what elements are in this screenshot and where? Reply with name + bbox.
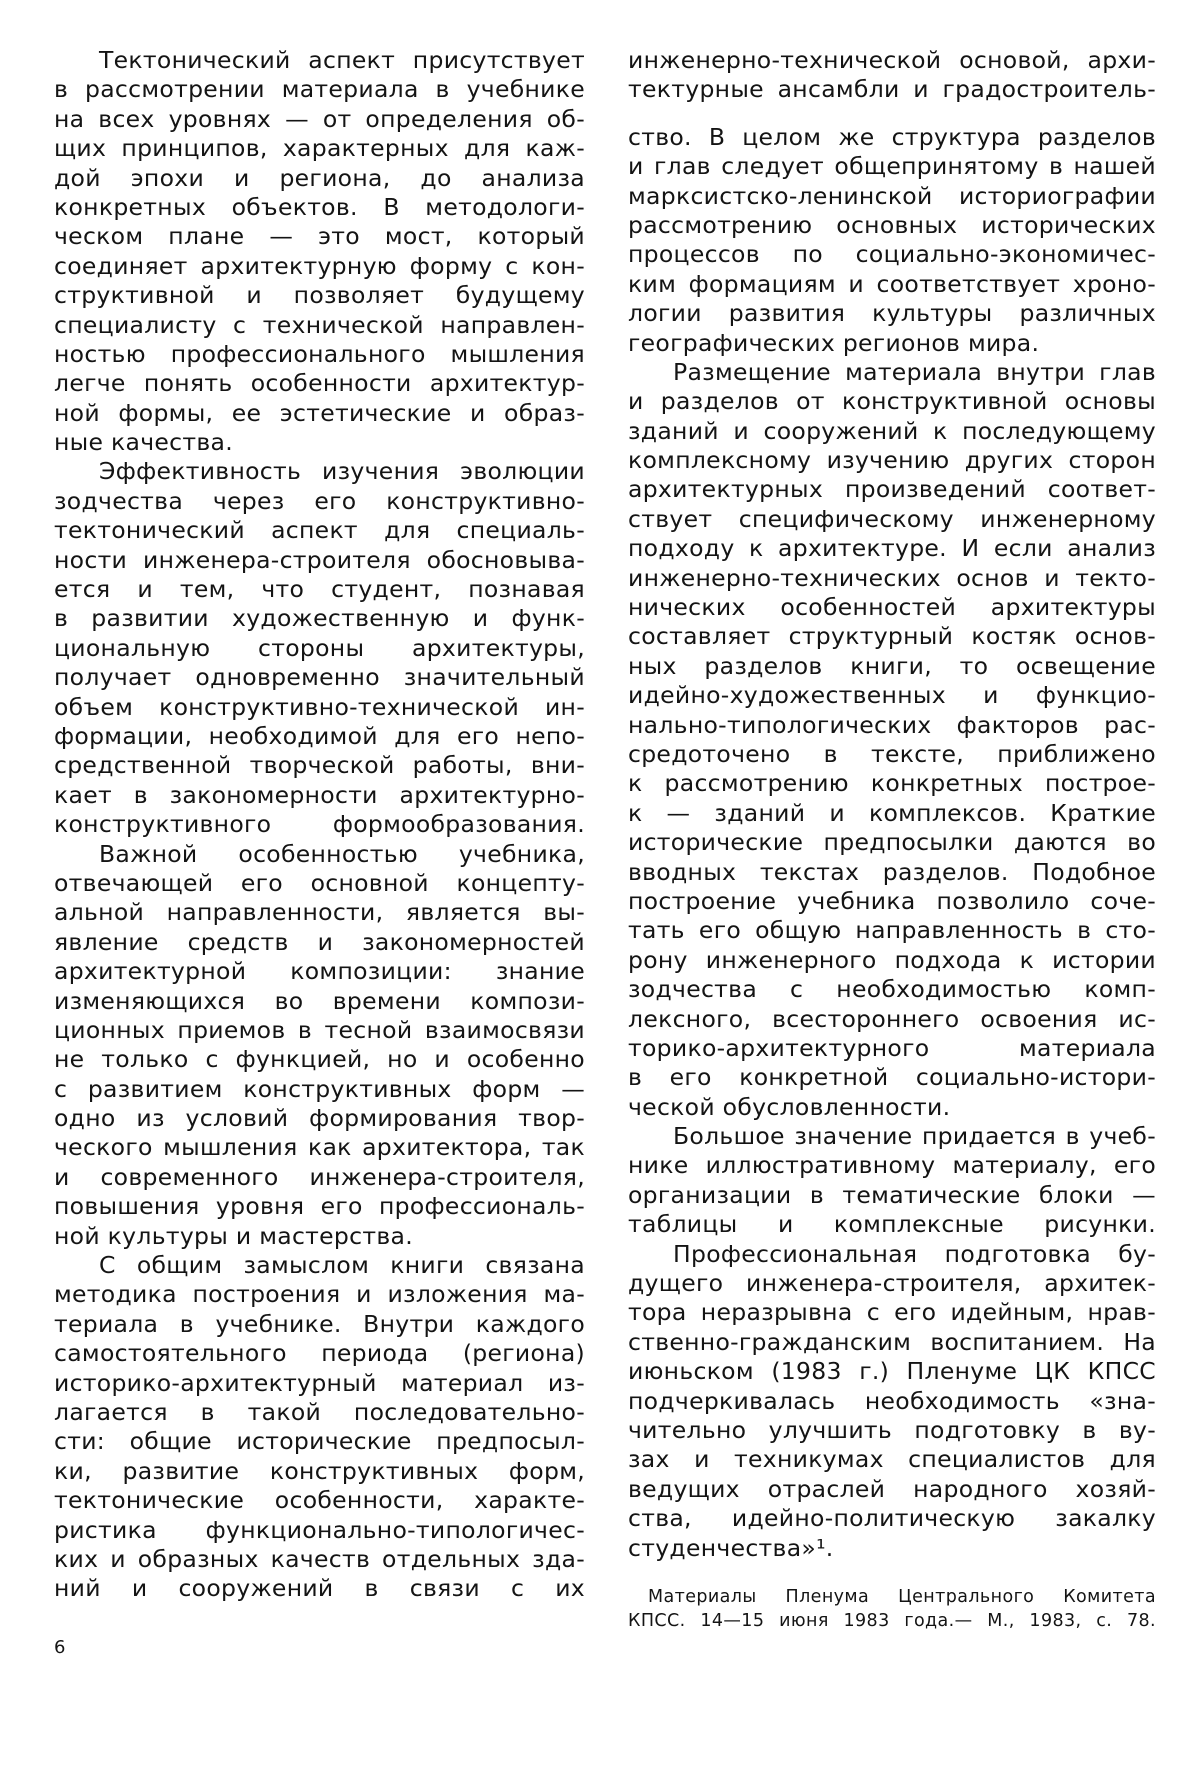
text-line: териала в учебнике. Внутри каждого xyxy=(54,1309,585,1338)
text-line: ким формациям и соответствует хроно- xyxy=(628,269,1156,298)
text-line: ностью профессионального мышления xyxy=(54,339,585,368)
page-number: 6 xyxy=(54,1637,66,1658)
footnote-line: Материалы Пленума Центрального Комитета xyxy=(648,1586,1156,1607)
text-line: ческом плане — это мост, который xyxy=(54,222,585,251)
text-line: инженерно-технических основ и текто- xyxy=(628,563,1156,592)
text-line: к — зданий и комплексов. Краткие xyxy=(628,798,1156,827)
text-line: на всех уровнях — от определения об- xyxy=(54,104,585,133)
right-column xyxy=(628,46,1156,1563)
text-line: нально-типологических факторов рас- xyxy=(628,710,1156,739)
text-line: зданий и сооружений к последующему xyxy=(628,416,1156,445)
text-line: дой эпохи и региона, до анализа xyxy=(54,163,585,192)
text-line: архитектурной композиции: знание xyxy=(54,957,585,986)
text-line: зах и техникумах специалистов для xyxy=(628,1445,1156,1474)
text-line: подходу к архитектуре. И если анализ xyxy=(628,534,1156,563)
text-line: Большое значение придается в учеб- xyxy=(673,1122,1156,1151)
text-line: ется и тем, что студент, познавая xyxy=(54,575,585,604)
text-line: июньском (1983 г.) Пленуме ЦК КПСС xyxy=(628,1357,1156,1386)
text-line: к рассмотрению конкретных построе- xyxy=(628,769,1156,798)
text-line: методика построения и изложения ма- xyxy=(54,1280,585,1309)
text-line: ких и образных качеств отдельных зда- xyxy=(54,1544,585,1573)
text-line: студенчества»¹. xyxy=(628,1533,834,1562)
text-line: ний и сооружений в связи с их xyxy=(54,1574,585,1603)
text-line: ные качества. xyxy=(54,428,234,457)
text-line: архитектурных произведений соответ- xyxy=(628,475,1156,504)
text-line: Тектонический аспект присутствует xyxy=(99,46,585,74)
text-line: явление средств и закономерностей xyxy=(54,927,585,956)
text-line: с развитием конструктивных форм — xyxy=(54,1074,585,1103)
footnote xyxy=(628,1585,1156,1633)
text-line: тектурные ансамбли и градостроитель- xyxy=(628,75,1156,104)
text-line: нических особенностей архитектуры xyxy=(628,593,1156,622)
text-line: С общим замыслом книги связана xyxy=(99,1251,585,1280)
text-line: и глав следует общепринятому в нашей xyxy=(628,152,1156,181)
text-line: инженерно-технической основой, архи- xyxy=(628,46,1156,74)
text-line: рону инженерного подхода к истории xyxy=(628,945,1156,974)
text-line: циональную стороны архитектуры, xyxy=(54,633,585,662)
text-line: организации в тематические блоки — xyxy=(628,1180,1156,1209)
text-line: идейно-художественных и функцио- xyxy=(628,681,1156,710)
text-line: не только с функцией, но и особенно xyxy=(54,1045,585,1074)
text-line: дущего инженера-строителя, архитек- xyxy=(628,1269,1156,1298)
text-line: самостоятельного периода (региона) xyxy=(54,1339,585,1368)
text-line: получает одновременно значительный xyxy=(54,663,585,692)
text-line: ство. В целом же структура разделов xyxy=(628,122,1156,151)
text-line: и разделов от конструктивной основы xyxy=(628,387,1156,416)
text-line: сти: общие исторические предпосыл- xyxy=(54,1427,585,1456)
text-line: изменяющихся во времени компози- xyxy=(54,986,585,1015)
text-line: ческого мышления как архитектора, так xyxy=(54,1133,585,1162)
text-line: ведущих отраслей народного хозяй- xyxy=(628,1474,1156,1503)
text-line: ствует специфическому инженерному xyxy=(628,504,1156,533)
text-line: отвечающей его основной концепту- xyxy=(54,868,585,897)
text-line: одно из условий формирования твор- xyxy=(54,1104,585,1133)
text-line: таблицы и комплексные рисунки. xyxy=(628,1210,1156,1239)
text-line: конструктивного формообразования. xyxy=(54,810,585,839)
text-line: и современного инженера-строителя, xyxy=(54,1162,585,1191)
text-line: в развитии художественную и функ- xyxy=(54,604,585,633)
text-line: логии развития культуры различных xyxy=(628,299,1156,328)
text-line: объем конструктивно-технической ин- xyxy=(54,692,585,721)
text-line: рассмотрению основных исторических xyxy=(628,210,1156,239)
text-line: Эффективность изучения эволюции xyxy=(99,457,585,486)
text-line: в его конкретной социально-истори- xyxy=(628,1063,1156,1092)
text-line: Размещение материала внутри глав xyxy=(673,357,1156,386)
text-line: средственной творческой работы, вни- xyxy=(54,751,585,780)
left-column xyxy=(54,46,585,1604)
text-line: тектонические особенности, характе- xyxy=(54,1486,585,1515)
text-line: тора неразрывна с его идейным, нрав- xyxy=(628,1298,1156,1327)
text-line: процессов по социально-экономичес- xyxy=(628,240,1156,269)
text-line: нике иллюстративному материалу, его xyxy=(628,1151,1156,1180)
text-line: ной формы, ее эстетические и образ- xyxy=(54,398,585,427)
text-line: составляет структурный костяк основ- xyxy=(628,622,1156,651)
text-line: специалисту с технической направлен- xyxy=(54,310,585,339)
text-line: ности инженера-строителя обосновыва- xyxy=(54,545,585,574)
text-line: альной направленности, является вы- xyxy=(54,898,585,927)
text-line: средоточено в тексте, приближено xyxy=(628,739,1156,768)
text-line: комплексному изучению других сторон xyxy=(628,446,1156,475)
line-gap xyxy=(628,105,1156,123)
text-line: в рассмотрении материала в учебнике xyxy=(54,75,585,104)
text-line: ческой обусловленности. xyxy=(628,1092,951,1121)
text-line: тектонический аспект для специаль- xyxy=(54,516,585,545)
text-line: географических регионов мира. xyxy=(628,328,1040,357)
text-line: вводных текстах разделов. Подобное xyxy=(628,857,1156,886)
text-line: лексного, всестороннего освоения ис- xyxy=(628,1004,1156,1033)
text-line: ки, развитие конструктивных форм, xyxy=(54,1456,585,1485)
text-line: зодчества через его конструктивно- xyxy=(54,486,585,515)
text-line: повышения уровня его профессиональ- xyxy=(54,1192,585,1221)
text-line: щих принципов, характерных для каж- xyxy=(54,134,585,163)
text-line: ционных приемов в тесной взаимосвязи xyxy=(54,1015,585,1044)
footnote-line: КПСС. 14—15 июня 1983 года.— М., 1983, с. 78. xyxy=(628,1610,1156,1631)
text-line: конкретных объектов. В методологи- xyxy=(54,192,585,221)
text-line: торико-архитектурного материала xyxy=(628,1033,1156,1062)
text-line: ной культуры и мастерства. xyxy=(54,1221,413,1250)
text-line: легче понять особенности архитектур- xyxy=(54,369,585,398)
text-line: Профессиональная подготовка бу- xyxy=(673,1239,1156,1268)
text-line: структивной и позволяет будущему xyxy=(54,281,585,310)
text-line: чительно улучшить подготовку в ву- xyxy=(628,1415,1156,1444)
text-line: подчеркивалась необходимость «зна- xyxy=(628,1386,1156,1415)
text-line: формации, необходимой для его непо- xyxy=(54,721,585,750)
text-line: ристика функционально-типологичес- xyxy=(54,1515,585,1544)
text-line: марксистско-ленинской историографии xyxy=(628,181,1156,210)
text-line: Важной особенностью учебника, xyxy=(99,839,585,868)
text-line: лагается в такой последовательно- xyxy=(54,1397,585,1426)
text-line: построение учебника позволило соче- xyxy=(628,886,1156,915)
text-line: исторические предпосылки даются во xyxy=(628,828,1156,857)
text-line: соединяет архитектурную форму с кон- xyxy=(54,251,585,280)
text-line: тать его общую направленность в сто- xyxy=(628,916,1156,945)
text-line: зодчества с необходимостью комп- xyxy=(628,975,1156,1004)
text-line: историко-архитектурный материал из- xyxy=(54,1368,585,1397)
text-line: ственно-гражданским воспитанием. На xyxy=(628,1327,1156,1356)
text-line: кает в закономерности архитектурно- xyxy=(54,780,585,809)
text-line: ства, идейно-политическую закалку xyxy=(628,1504,1156,1533)
text-line: ных разделов книги, то освещение xyxy=(628,651,1156,680)
